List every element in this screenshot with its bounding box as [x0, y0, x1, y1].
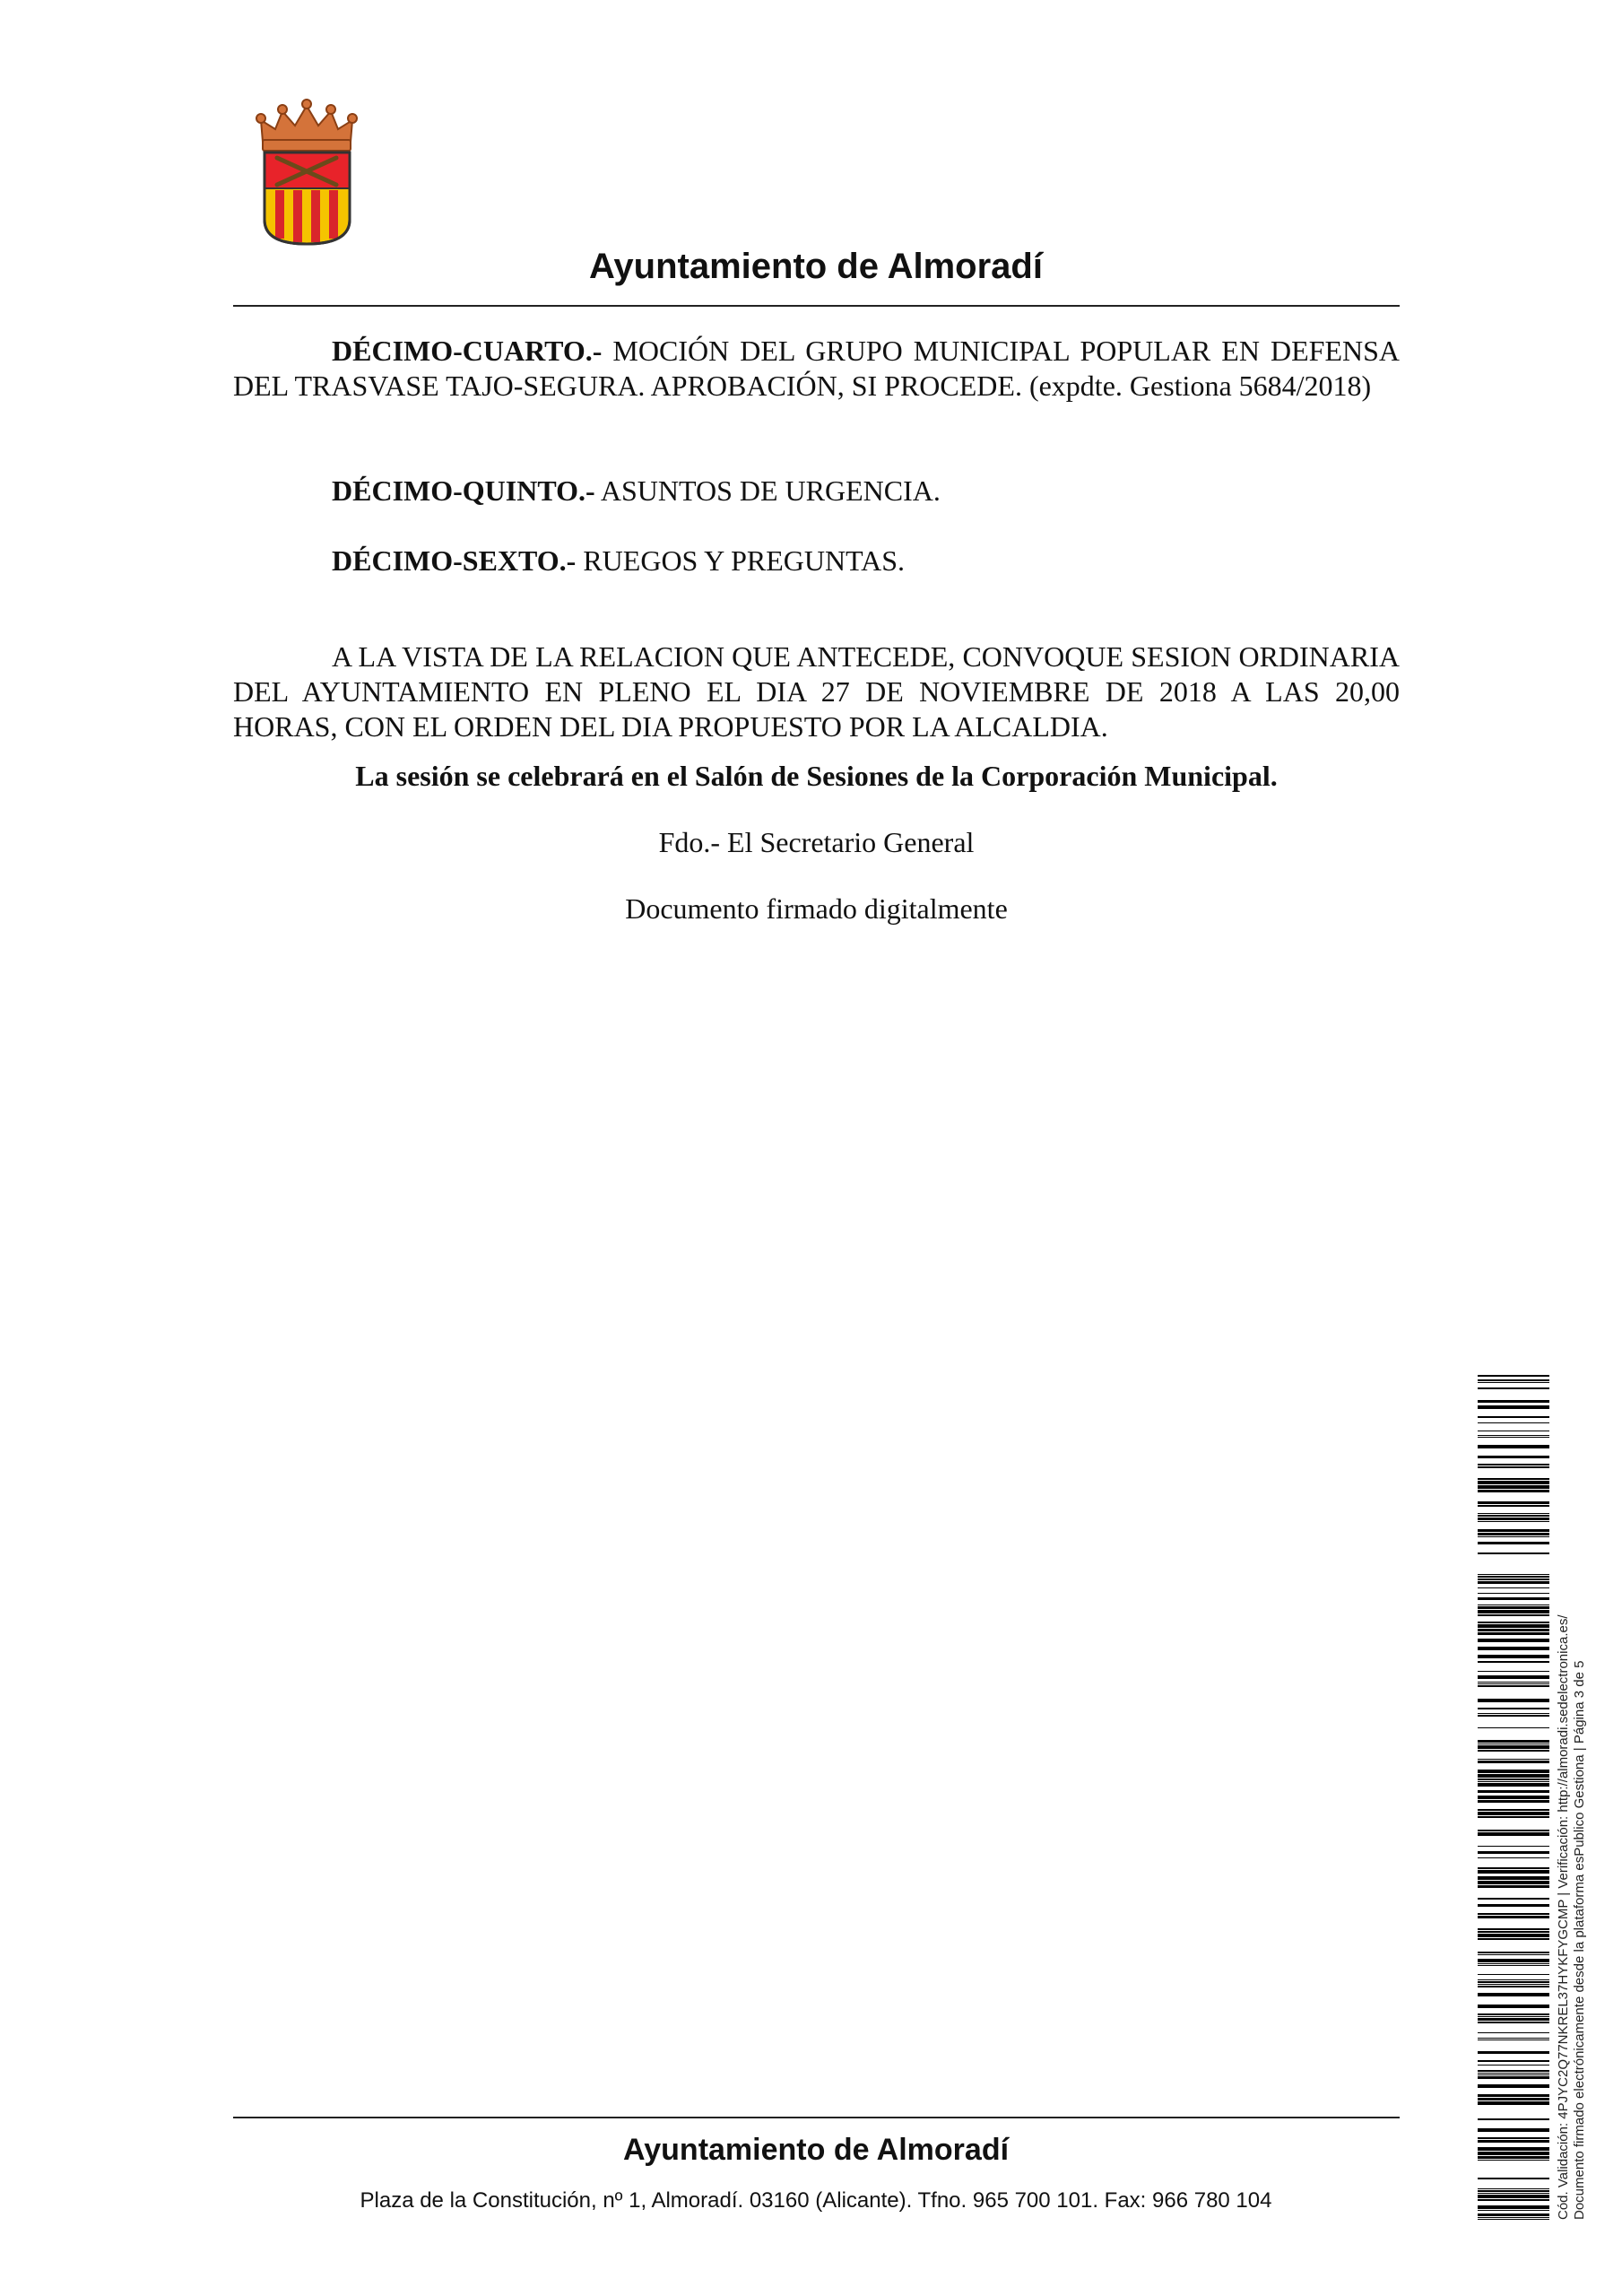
- convocation-text: A LA VISTA DE LA RELACION QUE ANTECEDE, CONVOQUE SESION ORDINARIA DEL AYUNTAMIENTO EN PLENO EL DIA 27 DE NOVIEMBRE DE 2018 A LAS 20,00 HORAS, CON EL ORDEN DEL DIA PROPUESTO POR LA ALCALDIA.: [233, 640, 1400, 743]
- convocation-paragraph: [233, 639, 1400, 744]
- validation-line-2: Documento firmado electrónicamente desde la plataforma esPublico Gestiona | Página 3 de 5: [1572, 1660, 1587, 2220]
- barcode-icon: [1478, 1375, 1549, 2220]
- agenda-item-14: [233, 334, 1400, 404]
- digitally-signed-note: Documento firmado digitalmente: [625, 892, 1008, 925]
- coat-of-arms-icon: [256, 99, 359, 247]
- session-note: La sesión se celebrará en el Salón de Sesiones de la Corporación Municipal.: [355, 760, 1278, 792]
- footer-title: Ayuntamiento de Almoradí: [622, 2133, 1010, 2167]
- header-divider: [233, 305, 1400, 307]
- agenda-item-text: ASUNTOS DE URGENCIA.: [594, 474, 941, 507]
- agenda-item-16: [233, 544, 1400, 578]
- validation-text: [1556, 1489, 1600, 2220]
- agenda-item-label: DÉCIMO-CUARTO.-: [332, 335, 603, 367]
- agenda-item-label: DÉCIMO-QUINTO.-: [332, 474, 595, 507]
- signature-line: Fdo.- El Secretario General: [658, 826, 975, 858]
- validation-line-1: Cód. Validación: 4PJYC2Q77NKREL37HYKFYGCMP | Verificación: http://almoradi.sedelectronica.es/: [1556, 1614, 1571, 2220]
- agenda-item-15: [233, 474, 1400, 509]
- page-header-title: Ayuntamiento de Almoradí: [589, 247, 1043, 286]
- agenda-item-text: RUEGOS Y PREGUNTAS.: [576, 544, 905, 577]
- agenda-item-text: MOCIÓN DEL GRUPO MUNICIPAL POPULAR EN DEFENSA DEL TRASVASE TAJO-SEGURA. APROBACIÓN, SI PROCEDE. (expdte. Gestiona 5684/2018): [233, 335, 1400, 402]
- agenda-item-label: DÉCIMO-SEXTO.-: [332, 544, 577, 577]
- footer-address: Plaza de la Constitución, nº 1, Almoradí. 03160 (Alicante). Tfno. 965 700 101. Fax: 966 780 104: [360, 2188, 1272, 2213]
- footer-divider: [233, 2117, 1400, 2118]
